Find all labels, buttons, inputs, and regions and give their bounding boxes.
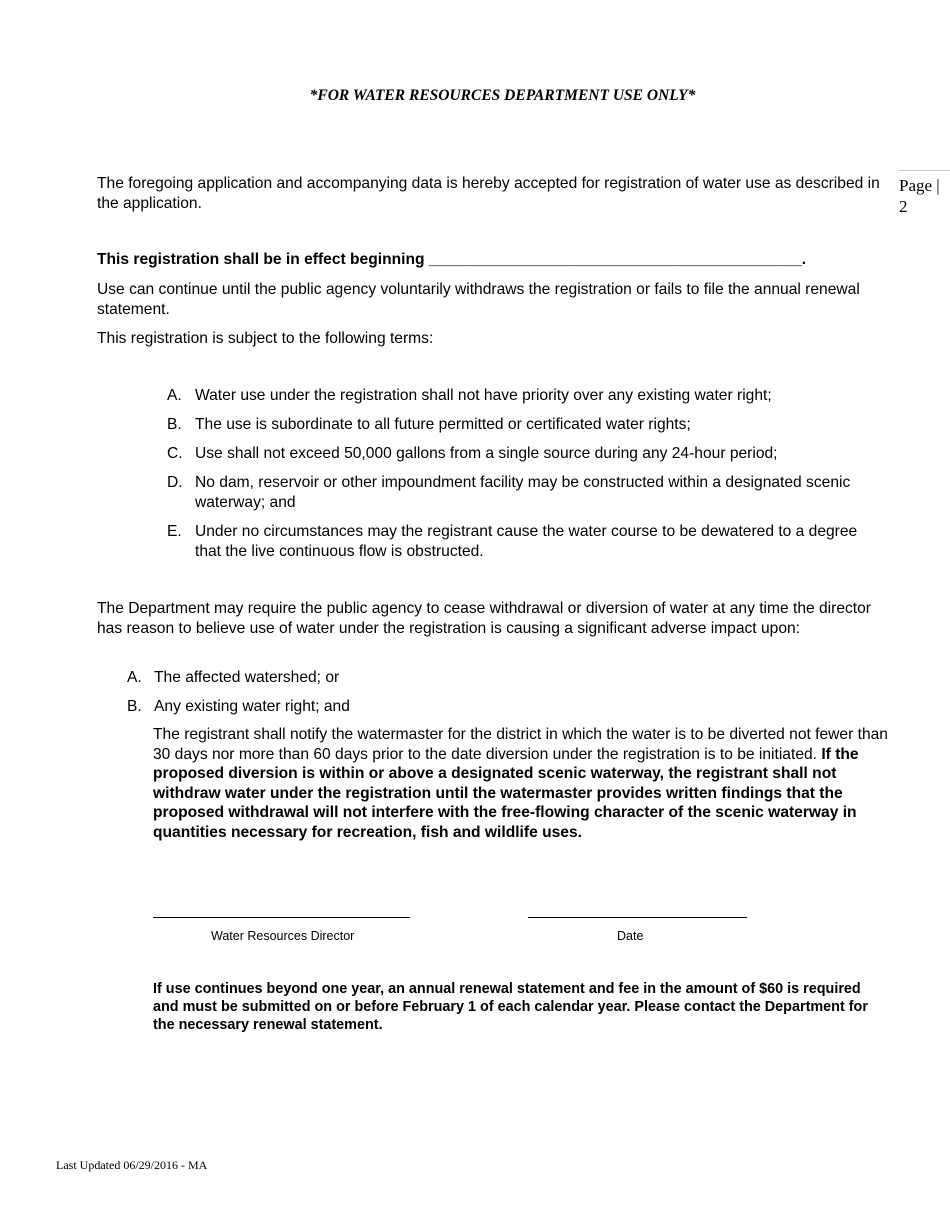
list-item-letter: D. <box>167 474 183 491</box>
renewal-notice: If use continues beyond one year, an annual renewal statement and fee in the amount of $60 is required and must be submitted on or before February 1 of each calendar year. Please contact the Department for the necessary renewal statement. <box>153 981 868 1033</box>
scenic-waterway-warning: If the proposed diversion is within or above a designated scenic waterway, the registrant shall not withdraw water under the registration until the watermaster provides written findings that the proposed withdrawal will not interfere with the free-flowing character of the scenic waterway in quantities necessary for recreation, fish and wildlife uses. <box>153 745 859 841</box>
notification-text: The registrant shall notify the watermaster for the district in which the water is to be diverted not fewer than 30 days nor more than 60 days prior to the date diversion under the registration is to be initiated. <box>153 726 888 763</box>
page-number-divider <box>899 170 950 171</box>
date-signature-line <box>528 917 747 918</box>
list-item-text: Any existing water right; and <box>154 698 350 715</box>
terms-intro: This registration is subject to the following terms: <box>97 330 434 347</box>
list-item-letter: A. <box>167 387 182 404</box>
page-title: *FOR WATER RESOURCES DEPARTMENT USE ONLY* <box>309 87 696 104</box>
director-signature-line <box>153 917 410 918</box>
page-number: Page | 2 <box>899 176 940 216</box>
notification-paragraph <box>153 725 890 843</box>
director-signature-label: Water Resources Director <box>211 929 355 943</box>
list-item-text: Use shall not exceed 50,000 gallons from a single source during any 24-hour period; <box>195 445 778 462</box>
last-updated-footer: Last Updated 06/29/2016 - MA <box>56 1158 208 1172</box>
list-item-letter: B. <box>167 416 182 433</box>
list-item-letter: A. <box>127 669 142 686</box>
list-item-letter: E. <box>167 523 182 540</box>
effective-date-line: This registration shall be in effect beginning ___________________________________________. <box>97 251 807 268</box>
acceptance-paragraph: The foregoing application and accompanying data is hereby accepted for registration of water use as described in the application. <box>97 175 880 212</box>
list-item-letter: C. <box>167 445 183 462</box>
list-item-text: Under no circumstances may the registrant cause the water course to be dewatered to a degree that the live continuous flow is obstructed. <box>195 523 858 560</box>
list-item-text: The affected watershed; or <box>154 669 340 686</box>
date-label: Date <box>617 929 644 943</box>
list-item-letter: B. <box>127 698 142 715</box>
list-item-text: Water use under the registration shall not have priority over any existing water right; <box>195 387 772 404</box>
cease-paragraph: The Department may require the public agency to cease withdrawal or diversion of water at any time the director has reason to believe use of water under the registration is causing a significant adverse impact upon: <box>97 600 871 637</box>
list-item-text: The use is subordinate to all future permitted or certificated water rights; <box>195 416 691 433</box>
list-item-text: No dam, reservoir or other impoundment facility may be constructed within a designated scenic waterway; and <box>195 474 851 511</box>
continuation-paragraph: Use can continue until the public agency voluntarily withdraws the registration or fails to file the annual renewal statement. <box>97 281 860 318</box>
